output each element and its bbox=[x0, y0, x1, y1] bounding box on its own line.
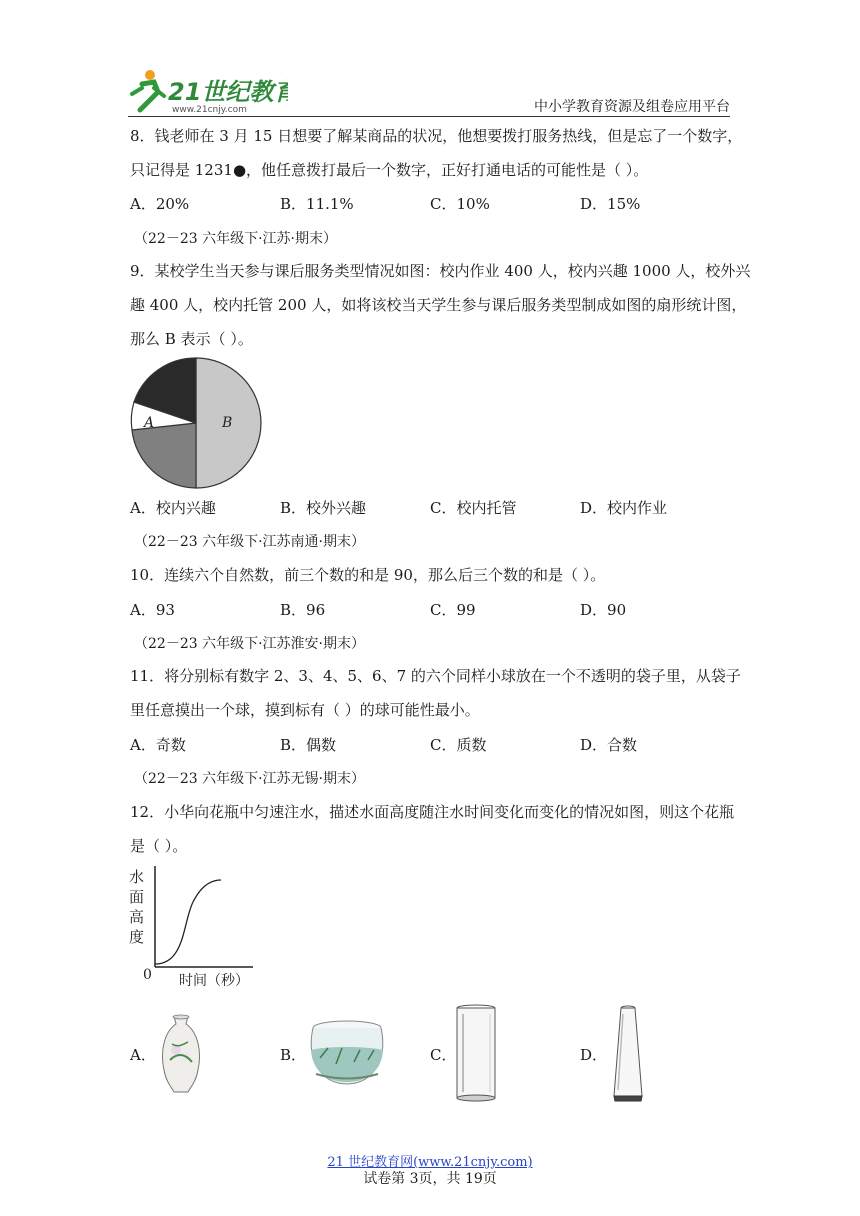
q8-line2: 只记得是 1231●，他任意拨打最后一个数字，正好打通电话的可能性是（ ）。 bbox=[130, 161, 649, 179]
q11-option-a[interactable]: A．奇数 bbox=[130, 736, 186, 754]
graph-ylabel-3: 高 bbox=[129, 908, 145, 926]
q9-option-c[interactable]: C．校内托管 bbox=[430, 499, 517, 517]
q12-option-c[interactable]: C． bbox=[430, 1046, 457, 1064]
q12-option-b[interactable]: B． bbox=[280, 1046, 307, 1064]
logo-url: www.21cnjy.com bbox=[172, 105, 247, 115]
logo bbox=[128, 66, 288, 116]
q9-option-d[interactable]: D．校内作业 bbox=[580, 499, 668, 517]
q10-line1: 10．连续六个自然数，前三个数的和是 90，那么后三个数的和是（ ）。 bbox=[130, 566, 606, 584]
q10-source: （22－23 六年级下·江苏南通·期末） bbox=[134, 534, 365, 550]
graph-ylabel-4: 度 bbox=[129, 928, 145, 946]
tapered-vase-d-image[interactable] bbox=[608, 1004, 648, 1104]
q11-line1: 11．将分别标有数字 2、3、4、5、6、7 的六个同样小球放在一个不透明的袋子里，从袋子 bbox=[130, 667, 741, 685]
header-divider bbox=[128, 116, 730, 117]
water-height-graph bbox=[125, 862, 265, 990]
graph-origin: 0 bbox=[143, 967, 152, 983]
q9-line1: 9．某校学生当天参与课后服务类型情况如图：校内作业 400 人，校内兴趣 1000 人，校外兴 bbox=[130, 262, 751, 280]
q11-option-c[interactable]: C．质数 bbox=[430, 736, 487, 754]
pie-label-b: B bbox=[222, 415, 233, 431]
vase-a-image[interactable] bbox=[158, 1014, 204, 1094]
q8-option-c[interactable]: C．10% bbox=[430, 195, 490, 213]
q9-source: （22－23 六年级下·江苏·期末） bbox=[134, 231, 337, 247]
q9-option-b[interactable]: B．校外兴趣 bbox=[280, 499, 367, 517]
logo-text: 21世纪教育 bbox=[168, 78, 288, 106]
q10-option-c[interactable]: C．99 bbox=[430, 601, 476, 619]
q10-option-d[interactable]: D．90 bbox=[580, 601, 627, 619]
q12-line1: 12．小华向花瓶中匀速注水，描述水面高度随注水时间变化而变化的情况如图，则这个花瓶 bbox=[130, 803, 735, 821]
q11-line2: 里任意摸出一个球，摸到标有（ ）的球可能性最小。 bbox=[130, 701, 480, 719]
page-number: 试卷第 3页，共 19页 bbox=[363, 1171, 497, 1187]
q9-line2: 趣 400 人，校内托管 200 人，如将该校当天学生参与课后服务类型制成如图的扇形统计图， bbox=[130, 296, 747, 314]
q8-option-b[interactable]: B．11.1% bbox=[280, 195, 354, 213]
graph-curve bbox=[155, 880, 221, 964]
q12-line2: 是（ ）。 bbox=[130, 837, 188, 855]
q11-option-d[interactable]: D．合数 bbox=[580, 736, 638, 754]
cylinder-c-image[interactable] bbox=[454, 1004, 498, 1104]
pie-slice-grey bbox=[132, 423, 196, 488]
graph-ylabel-2: 面 bbox=[129, 888, 145, 906]
q12-source: （22－23 六年级下·江苏无锡·期末） bbox=[134, 771, 365, 787]
q12-option-d[interactable]: D． bbox=[580, 1046, 608, 1064]
q9-line3: 那么 B 表示（ ）。 bbox=[130, 330, 253, 348]
q8-option-d[interactable]: D．15% bbox=[580, 195, 641, 213]
pie-label-a: A bbox=[144, 415, 155, 431]
platform-title: 中小学教育资源及组卷应用平台 bbox=[534, 99, 730, 115]
runner-logo-icon bbox=[128, 66, 288, 116]
pie-chart bbox=[128, 355, 264, 491]
q12-option-a[interactable]: A． bbox=[130, 1046, 156, 1064]
graph-xlabel: 时间（秒） bbox=[179, 973, 249, 989]
q8-option-a[interactable]: A．20% bbox=[130, 195, 190, 213]
q11-option-b[interactable]: B．偶数 bbox=[280, 736, 337, 754]
q8-line1: 8．钱老师在 3 月 15 日想要了解某商品的状况，他想要拨打服务热线，但是忘了一个数字， bbox=[130, 127, 743, 145]
q9-option-a[interactable]: A．校内兴趣 bbox=[130, 499, 216, 517]
q11-source: （22－23 六年级下·江苏淮安·期末） bbox=[134, 636, 365, 652]
q10-option-b[interactable]: B．96 bbox=[280, 601, 326, 619]
graph-ylabel-1: 水 bbox=[129, 868, 145, 886]
q10-option-a[interactable]: A．93 bbox=[130, 601, 175, 619]
footer-link[interactable]: 21 世纪教育网(www.21cnjy.com) bbox=[327, 1155, 533, 1170]
bowl-b-image[interactable] bbox=[306, 1018, 388, 1090]
